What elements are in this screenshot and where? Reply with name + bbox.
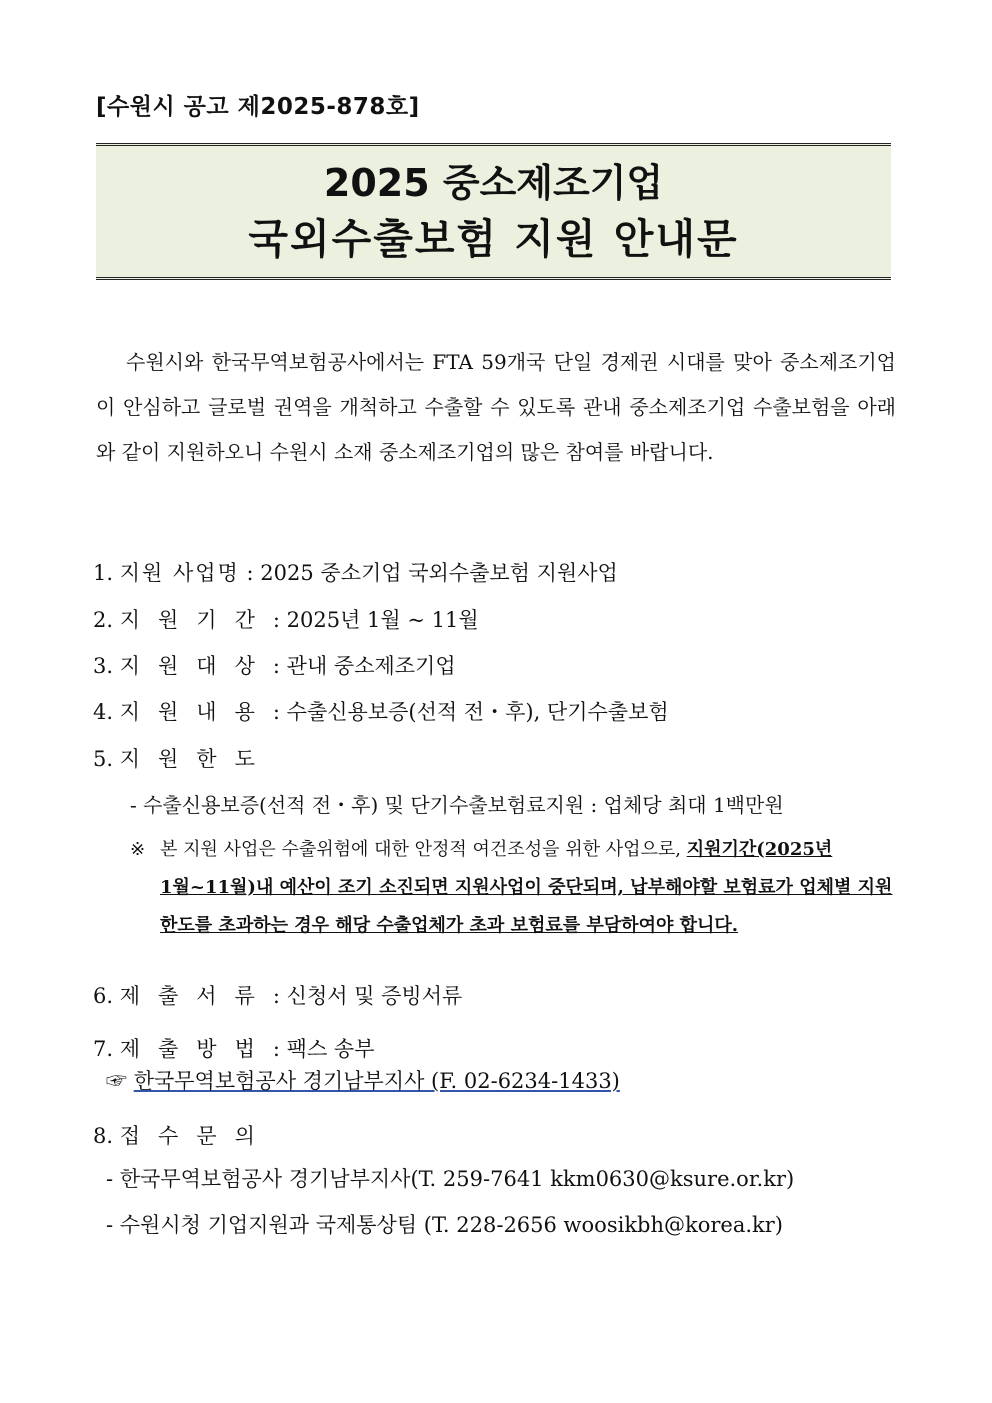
item-label: 지원기간 — [119, 608, 273, 632]
item-number: 6. — [93, 984, 114, 1008]
item-value: 팩스 송부 — [286, 1037, 375, 1061]
item-label: 지원 사업명 — [119, 561, 240, 585]
fax-contact-link[interactable]: 한국무역보험공사 경기남부지사 (F. 02-6234-1433) — [133, 1069, 620, 1093]
item-separator: : — [272, 984, 280, 1008]
item-number: 3. — [93, 654, 114, 678]
item-support-period — [93, 604, 479, 634]
item-separator: : — [272, 700, 280, 724]
intro-paragraph: 수원시와 한국무역보험공사에서는 FTA 59개국 단일 경제권 시대를 맞아 중소제조기업이 안심하고 글로벌 권역을 개척하고 수출할 수 있도록 관내 중소제조기업 수출보험을 아래와 같이 지원하오니 수원시 소재 중소제조기업의 많은 참여를 바랍니다. — [96, 350, 896, 464]
contact-suwon: - 수원시청 기업지원과 국제통상팀 (T. 228-2656 woosikbh@korea.kr) — [106, 1213, 783, 1237]
item-number: 5. — [93, 747, 114, 771]
item-value: 수출신용보증(선적 전・후), 단기수출보험 — [286, 700, 669, 724]
item-value: 관내 중소제조기업 — [286, 654, 456, 678]
item-support-content — [93, 696, 669, 726]
item-separator: : — [272, 1037, 280, 1061]
title-box — [96, 143, 891, 280]
item-separator: : — [272, 654, 280, 678]
item-support-limit — [93, 743, 273, 773]
item-documents — [93, 980, 462, 1010]
note-emphasis-2: 1월~11월)내 예산이 조기 소진되면 지원사업이 중단되며, 납부해야할 보험료가 업체별 지원 — [160, 877, 893, 898]
item-label: 지원대상 — [119, 654, 273, 678]
note-plain-text: 본 지원 사업은 수출위험에 대한 안정적 여건조성을 위한 사업으로, — [160, 839, 687, 860]
note-emphasis-1: 지원기간(2025년 — [686, 839, 833, 860]
notice-number: [수원시 공고 제2025-878호] — [96, 94, 420, 120]
item-support-target — [93, 650, 456, 680]
item-number: 8. — [93, 1124, 114, 1148]
item-value: 2025 중소기업 국외수출보험 지원사업 — [260, 561, 618, 585]
item-label: 지원한도 — [119, 747, 273, 771]
item-number: 4. — [93, 700, 114, 724]
item-submission-method — [93, 1033, 374, 1063]
page-title-line2: 국외수출보험 지원 안내문 — [248, 214, 739, 263]
item-label: 접수문의 — [119, 1124, 273, 1148]
item-number: 1. — [93, 561, 114, 585]
pointing-hand-icon: ☞ — [106, 1069, 127, 1093]
item-label: 제출방법 — [119, 1037, 273, 1061]
contact-ksure: - 한국무역보험공사 경기남부지사(T. 259-7641 kkm0630@ksure.or.kr) — [106, 1167, 795, 1191]
item-value: 2025년 1월 ~ 11월 — [286, 608, 479, 632]
fax-line — [106, 1065, 620, 1095]
notice-caution — [130, 831, 898, 945]
note-mark: ※ — [130, 839, 146, 860]
item-label: 지원내용 — [119, 700, 273, 724]
item-number: 2. — [93, 608, 114, 632]
page-title-line1: 2025 중소제조기업 — [323, 160, 664, 205]
item-inquiry — [93, 1120, 273, 1150]
item-business-name — [93, 557, 618, 587]
item-number: 7. — [93, 1037, 114, 1061]
note-emphasis-3: 한도를 초과하는 경우 해당 수출업체가 초과 보험료를 부담하여야 합니다. — [160, 915, 739, 936]
item-label: 제출서류 — [119, 984, 273, 1008]
limit-detail: - 수출신용보증(선적 전・후) 및 단기수출보험료지원 : 업체당 최대 1백만원 — [130, 793, 784, 817]
item-value: 신청서 및 증빙서류 — [286, 984, 463, 1008]
item-separator: : — [272, 608, 280, 632]
item-separator: : — [246, 561, 254, 585]
